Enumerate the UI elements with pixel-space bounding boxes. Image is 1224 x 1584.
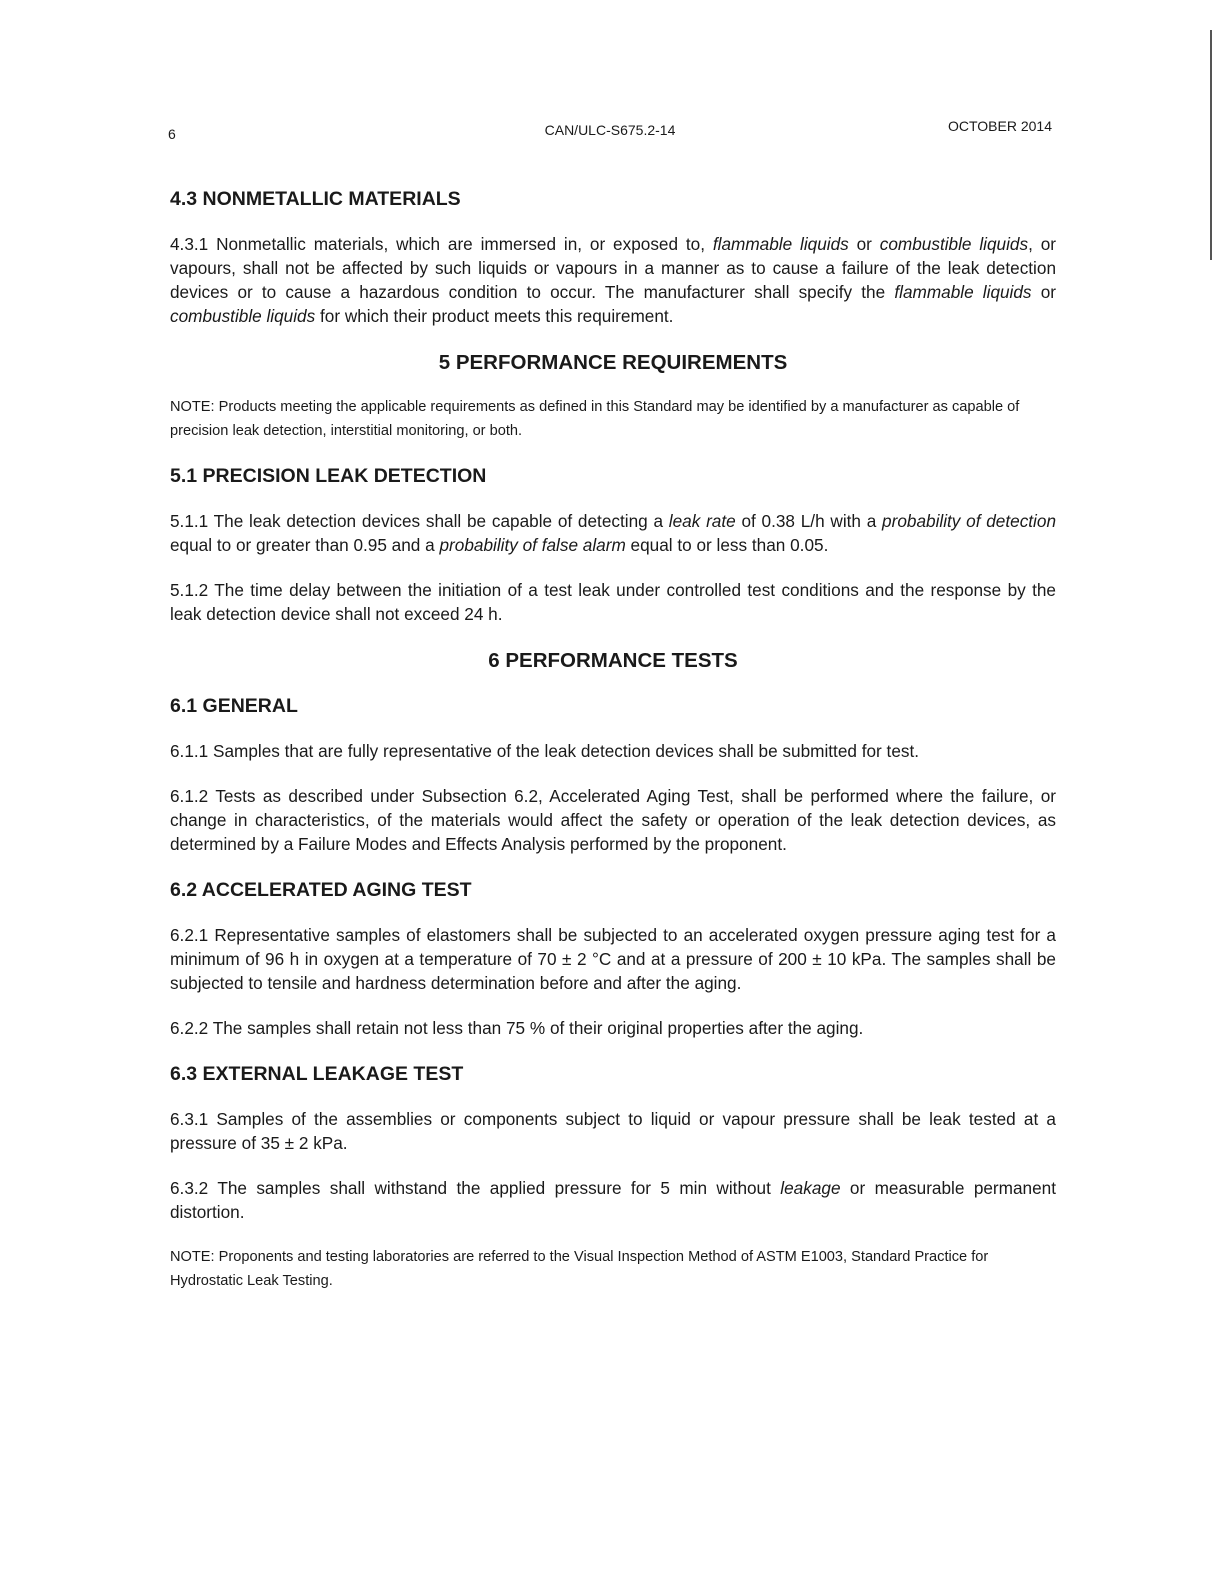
- clause-5-1-2: 5.1.2 The time delay between the initiation of a test leak under controlled test conditions and the response by the leak detection device shall not exceed 24 h.: [170, 580, 1056, 624]
- note-section-5: NOTE: Products meeting the applicable requirements as defined in this Standard may be identified by a manufacturer as capable of precision leak detection, interstitial monitoring, or both.: [170, 399, 1020, 439]
- section-heading-5: 5 PERFORMANCE REQUIREMENTS: [438, 351, 788, 374]
- clause-6-3-2: 6.3.2 The samples shall withstand the applied pressure for 5 min without leakage or measurable permanent distortion.: [170, 1178, 1056, 1222]
- clause-6-2-2: 6.2.2 The samples shall retain not less than 75 % of their original properties after the aging.: [170, 1018, 864, 1038]
- section-heading-6-3: 6.3 EXTERNAL LEAKAGE TEST: [170, 1063, 464, 1085]
- clause-4-3-1: 4.3.1 Nonmetallic materials, which are immersed in, or exposed to, flammable liquids or combustible liquids, or vapours, shall not be affected by such liquids or vapours in a manner as to cause a failure of the leak detection devices or to cause a hazardous condition to occur. The manufacturer shall specify the flammable liquids or combustible liquids for which their product meets this requirement.: [170, 234, 1056, 326]
- clause-6-1-2: 6.1.2 Tests as described under Subsection 6.2, Accelerated Aging Test, shall be performed where the failure, or change in characteristics, of the materials would affect the safety or operation of the leak detection devices, as determined by a Failure Modes and Effects Analysis performed by the proponent.: [170, 786, 1056, 854]
- clause-6-3-1: 6.3.1 Samples of the assemblies or components subject to liquid or vapour pressure shall be leak tested at a pressure of 35 ± 2 kPa.: [170, 1109, 1056, 1153]
- section-heading-6-2: 6.2 ACCELERATED AGING TEST: [170, 879, 472, 901]
- section-heading-6-1: 6.1 GENERAL: [170, 695, 298, 717]
- page-body: [170, 186, 1056, 1313]
- section-heading-6: 6 PERFORMANCE TESTS: [488, 649, 738, 672]
- standard-code: CAN/ULC-S675.2-14: [544, 122, 676, 138]
- section-heading-4-3: 4.3 NONMETALLIC MATERIALS: [170, 188, 461, 210]
- clause-6-1-1: 6.1.1 Samples that are fully representative of the leak detection devices shall be submitted for test.: [170, 741, 920, 761]
- publication-date: OCTOBER 2014: [947, 118, 1052, 134]
- note-section-6-3: NOTE: Proponents and testing laboratories are referred to the Visual Inspection Method of ASTM E1003, Standard Practice for Hydrostatic Leak Testing.: [170, 1249, 989, 1289]
- section-heading-5-1: 5.1 PRECISION LEAK DETECTION: [170, 465, 487, 487]
- page-number: 6: [168, 126, 176, 142]
- scan-edge-line: [1210, 30, 1212, 260]
- clause-5-1-1: 5.1.1 The leak detection devices shall be capable of detecting a leak rate of 0.38 L/h with a probability of detection equal to or greater than 0.95 and a probability of false alarm equal to or less than 0.05.: [170, 511, 1056, 555]
- clause-6-2-1: 6.2.1 Representative samples of elastomers shall be subjected to an accelerated oxygen pressure aging test for a minimum of 96 h in oxygen at a temperature of 70 ± 2 °C and at a pressure of 200 ± 10 kPa. The samples shall be subjected to tensile and hardness determination before and after the aging.: [170, 925, 1056, 993]
- page-header: [168, 118, 1052, 140]
